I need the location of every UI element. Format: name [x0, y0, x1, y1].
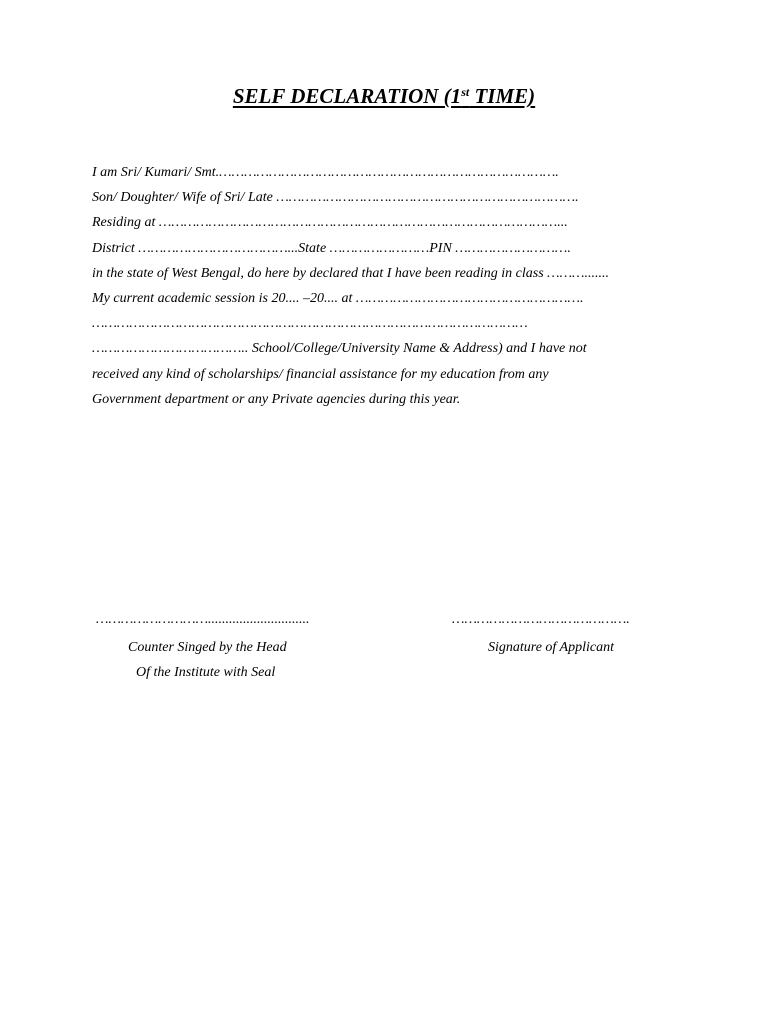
class-line: in the state of West Bengal, do here by declared that I have been reading in class ……….......: [92, 265, 610, 281]
title-end: TIME): [469, 84, 536, 108]
declaration-body: [92, 160, 682, 412]
applicant-signature-label: Signature of Applicant: [488, 640, 614, 655]
counter-signature-label-1: Counter Singed by the Head: [128, 640, 287, 655]
government-line: Government department or any Private agencies during this year.: [92, 391, 461, 407]
name-line: I am Sri/ Kumari/ Smt.……………………………………………………………………….: [92, 165, 559, 180]
institution-blank-line: ……………………………………………………………………………………………: [92, 316, 528, 332]
session-line: My current academic session is 20.... –20.... at ……………………………………………….: [92, 290, 584, 306]
relation-line: Son/ Doughter/ Wife of Sri/ Late ……………………………………………………………….: [92, 190, 579, 206]
scholarship-line: received any kind of scholarships/ financial assistance for my education from any: [92, 366, 549, 382]
counter-signature-label-2: Of the Institute with Seal: [136, 665, 276, 680]
title-superscript: st: [461, 85, 470, 99]
district-state-pin-line: District ………………………………...State ……………………PIN ……………………….: [92, 240, 571, 256]
title-main: SELF DECLARATION (1: [232, 84, 462, 108]
applicant-signature-line: …………………………………….: [452, 612, 630, 627]
document-title: [0, 84, 768, 109]
institution-line: ……………………………….. School/College/University Name & Address) and I have not: [92, 341, 587, 357]
residence-line: Residing at ……………………………………………………………………………………...: [92, 215, 568, 231]
counter-signature-line: ……………………….............................: [96, 612, 310, 627]
